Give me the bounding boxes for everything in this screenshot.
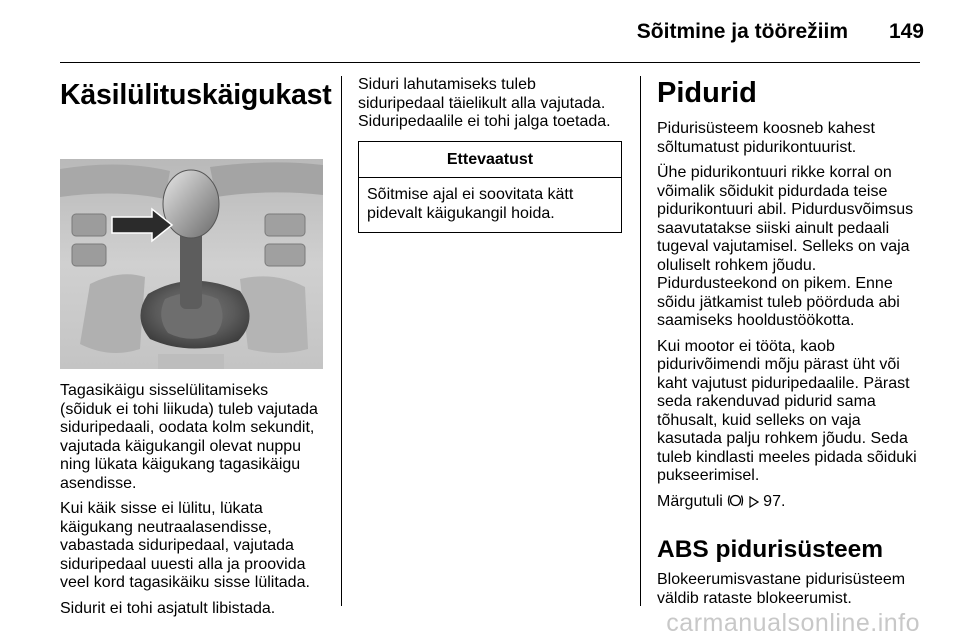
section-heading-abs: ABS pidurisüsteem xyxy=(657,536,883,563)
section-heading-manual-gearbox: Käsilülituskäigukast xyxy=(60,79,332,111)
column-middle xyxy=(358,76,628,233)
warning-light-label: Märgutuli xyxy=(657,492,723,510)
page-number: 149 xyxy=(888,20,924,43)
paragraph-abs: Blokeerumisvastane pidurisüsteem väldib rataste blokeerumist. xyxy=(657,571,906,607)
page-header-title: Sõitmine ja töörežiim xyxy=(636,20,848,43)
paragraph-warning-light xyxy=(657,493,927,514)
column-right xyxy=(657,76,927,615)
warning-light-page-ref: 97. xyxy=(763,492,786,510)
gear-lever-illustration xyxy=(60,159,323,369)
paragraph-brake-circuits: Pidurisüsteem koosneb kahest sõltumatust pidurikontuurist. xyxy=(657,120,875,156)
paragraph-engine-off: Kui mootor ei tööta, kaob pidurivõimendi mõju pärast üht või kaht vajutust piduripedaalile. Pärast seda rakenduvad pidurid sama tõhusalt, kuid selleks on vaja kasutada palju rohkem jõudu. Seda tuleb kindlasti meeles pidada sõiduki pukseerimisel. xyxy=(657,337,917,484)
paragraph-gear-not-engaged: Kui käik sisse ei lülitu, lükata käigukang neutraalasendisse, vabastada siduripedaal, vajutada siduripedaal uuesti alla ja proovida veel kord tagasikäiku sisse lülitada. xyxy=(60,500,310,591)
paragraph-clutch-slip: Sidurit ei tohi asjatult libistada. xyxy=(60,599,276,617)
caution-box xyxy=(358,141,622,234)
paragraph-circuit-failure: Ühe pidurikontuuri rikke korral on võimalik sõidukit pidurdada teise pidurikontuuri abil. Pidurdusvõimsus saavutatakse siiski ainult pedaali tugeval vajutamisel. Selleks on vaja oluliselt rohkem jõudu. Pidurdusteekond on pikem. Enne sõidu jätkamist tuleb pöörduda abi saamiseks hooldustöökotta. xyxy=(657,164,914,329)
column-divider-right xyxy=(640,76,641,606)
column-divider-left xyxy=(341,76,342,606)
caution-text: Sõitmise ajal ei soovitata kätt pidevalt käigukangil hoida. xyxy=(367,186,574,222)
paragraph-clutch-disengage: Siduri lahutamiseks tuleb siduripedaal täielikult alla vajutada. Siduripedaalile ei tohi jalga toetada. xyxy=(358,76,611,130)
gear-lever-image xyxy=(60,159,323,369)
section-heading-brakes: Pidurid xyxy=(657,77,757,109)
brake-warning-icon xyxy=(727,493,744,514)
watermark: carmanualsonline.info xyxy=(666,609,920,637)
column-left xyxy=(60,76,332,625)
page-reference-arrow-icon xyxy=(749,495,759,514)
header-rule xyxy=(60,62,920,63)
caution-title: Ettevaatust xyxy=(359,142,621,179)
paragraph-reverse-gear: Tagasikäigu sisselülitamiseks (sõiduk ei tohi liikuda) tuleb vajutada siduripedaali, oodata kolm sekundit, vajutada käigukangil olevat nuppu ning lükata käigukang tagasikäigu asendisse. xyxy=(60,382,318,492)
